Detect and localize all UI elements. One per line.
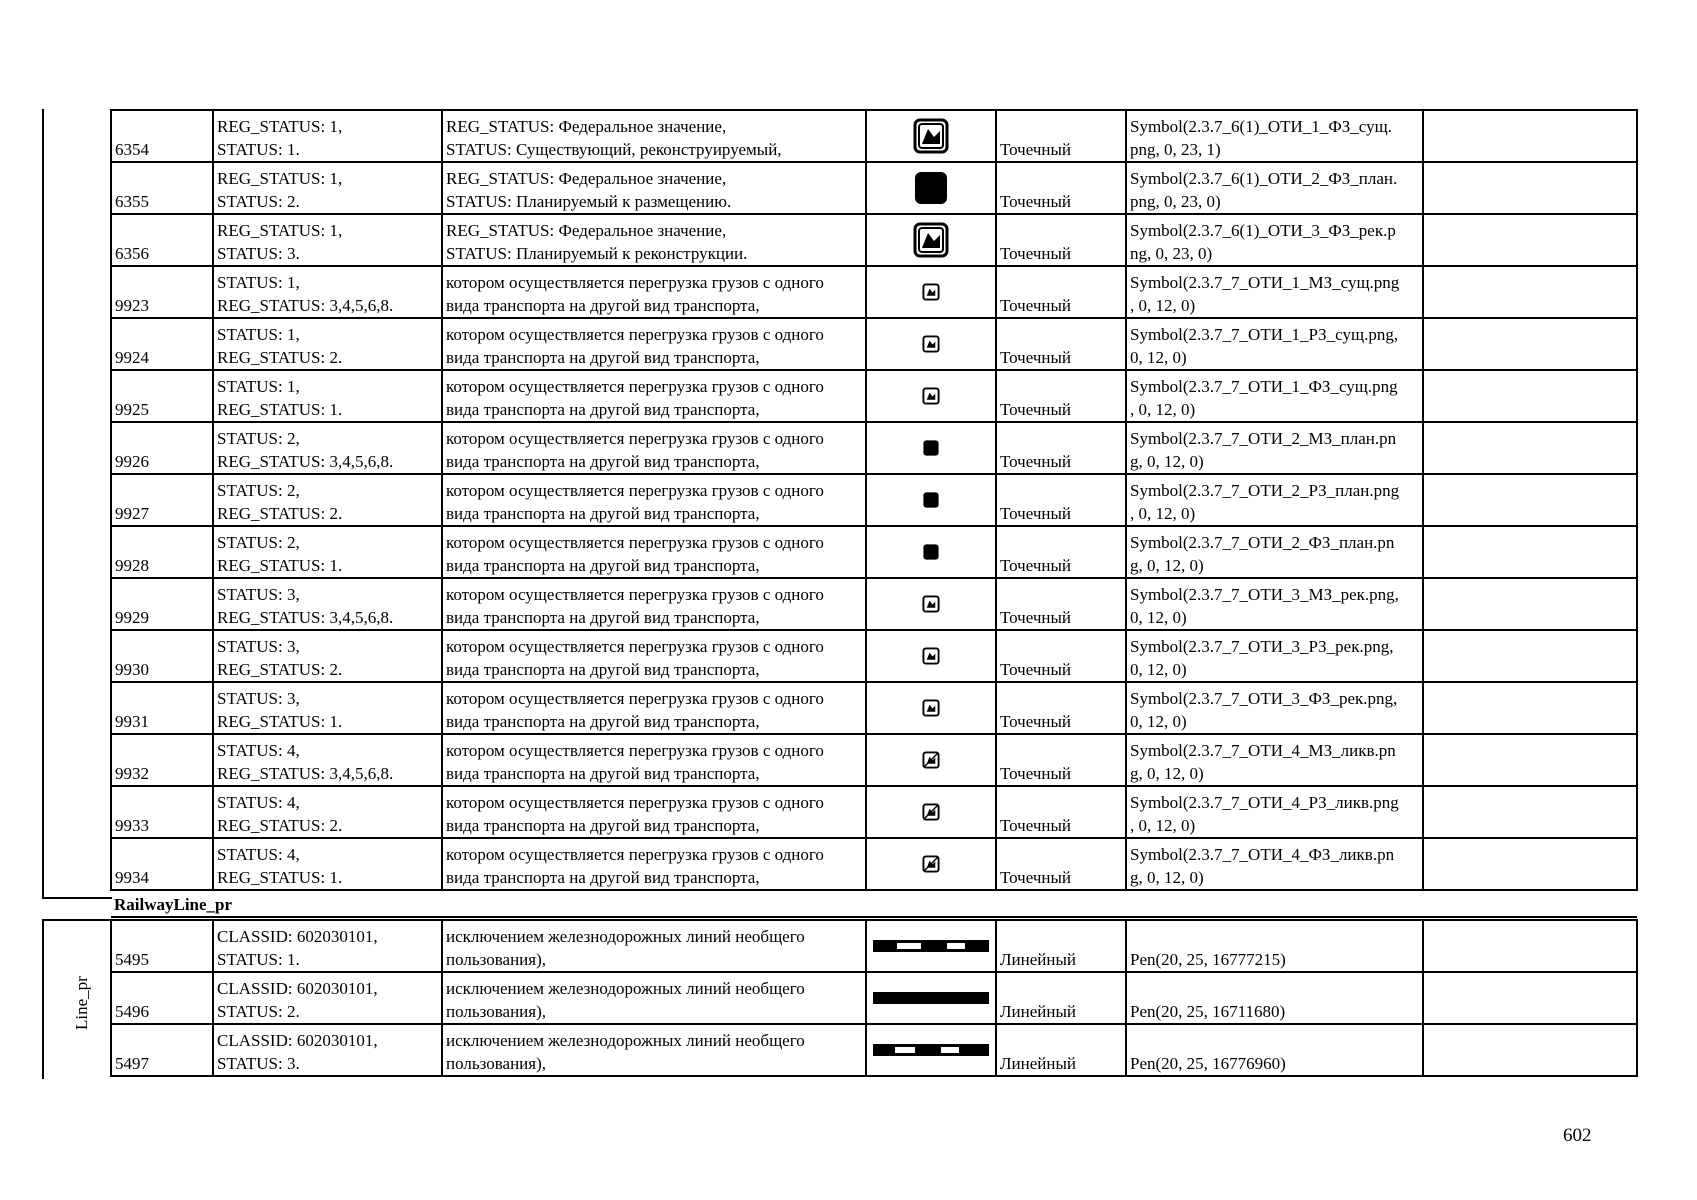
table-row <box>111 682 1637 734</box>
empty-cell <box>1423 682 1637 734</box>
section-header: RailwayLine_pr <box>111 890 1637 917</box>
geometry-type-cell: Точечный <box>996 526 1126 578</box>
attributes-cell: STATUS: 2, REG_STATUS: 3,4,5,6,8. <box>213 422 442 474</box>
description-cell: котором осуществляется перегрузка грузов с одного вида транспорта на другой вид транспорта, <box>442 318 866 370</box>
table-row <box>111 1024 1637 1076</box>
code-cell: 6355 <box>111 162 213 214</box>
geometry-type-cell: Линейный <box>996 972 1126 1024</box>
code-cell: 9928 <box>111 526 213 578</box>
description-cell: исключением железнодорожных линий необщего пользования), <box>442 1024 866 1076</box>
description-cell: котором осуществляется перегрузка грузов с одного вида транспорта на другой вид транспорта, <box>442 474 866 526</box>
table-row <box>111 266 1637 318</box>
empty-cell <box>1423 972 1637 1024</box>
geometry-type-cell: Линейный <box>996 920 1126 972</box>
oti-small-planned-icon <box>867 543 995 561</box>
oti-small-liquidation-icon <box>867 855 995 873</box>
style-cell: Symbol(2.3.7_7_ОТИ_3_МЗ_рек.png, 0, 12, 0) <box>1126 578 1423 630</box>
oti-small-existing-icon <box>867 283 995 301</box>
table-row <box>111 318 1637 370</box>
attributes-cell: STATUS: 3, REG_STATUS: 3,4,5,6,8. <box>213 578 442 630</box>
symbol-cell <box>866 1024 996 1076</box>
side-label: Line_pr <box>72 976 91 1030</box>
style-cell: Pen(20, 25, 16777215) <box>1126 920 1423 972</box>
code-cell: 9925 <box>111 370 213 422</box>
code-cell: 5497 <box>111 1024 213 1076</box>
symbol-cell <box>866 786 996 838</box>
oti-federal-planned-icon <box>867 169 995 207</box>
symbol-cell <box>866 370 996 422</box>
page-number: 602 <box>1563 1125 1592 1146</box>
code-cell: 6356 <box>111 214 213 266</box>
code-cell: 9933 <box>111 786 213 838</box>
description-cell: REG_STATUS: Федеральное значение, STATUS: Существующий, реконструируемый, <box>442 110 866 162</box>
empty-cell <box>1423 526 1637 578</box>
description-cell: котором осуществляется перегрузка грузов с одного вида транспорта на другой вид транспорта, <box>442 682 866 734</box>
empty-cell <box>1423 162 1637 214</box>
oti-small-reconstruction-icon <box>867 699 995 717</box>
empty-cell <box>1423 920 1637 972</box>
style-cell: Symbol(2.3.7_7_ОТИ_2_РЗ_план.png , 0, 12, 0) <box>1126 474 1423 526</box>
table-row <box>111 734 1637 786</box>
empty-cell <box>1423 630 1637 682</box>
table-row <box>111 370 1637 422</box>
attributes-cell: STATUS: 3, REG_STATUS: 1. <box>213 682 442 734</box>
style-cell: Symbol(2.3.7_7_ОТИ_2_МЗ_план.pn g, 0, 12, 0) <box>1126 422 1423 474</box>
symbol-cell <box>866 920 996 972</box>
code-cell: 9929 <box>111 578 213 630</box>
empty-cell <box>1423 110 1637 162</box>
description-cell: REG_STATUS: Федеральное значение, STATUS: Планируемый к реконструкции. <box>442 214 866 266</box>
attributes-cell: CLASSID: 602030101, STATUS: 1. <box>213 920 442 972</box>
geometry-type-cell: Точечный <box>996 266 1126 318</box>
left-border-lower-tick <box>42 919 112 921</box>
geometry-type-cell: Линейный <box>996 1024 1126 1076</box>
description-cell: исключением железнодорожных линий необщего пользования), <box>442 920 866 972</box>
geometry-type-cell: Точечный <box>996 370 1126 422</box>
style-cell: Symbol(2.3.7_7_ОТИ_3_РЗ_рек.png, 0, 12, 0) <box>1126 630 1423 682</box>
empty-cell <box>1423 838 1637 890</box>
attributes-cell: REG_STATUS: 1, STATUS: 1. <box>213 110 442 162</box>
railway-reconstruction-line-icon <box>867 1042 995 1058</box>
symbol-cell <box>866 630 996 682</box>
style-cell: Symbol(2.3.7_6(1)_ОТИ_3_ФЗ_рек.p ng, 0, 23, 0) <box>1126 214 1423 266</box>
oti-federal-existing-icon <box>867 117 995 155</box>
geometry-type-cell: Точечный <box>996 318 1126 370</box>
code-cell: 9923 <box>111 266 213 318</box>
symbol-cell <box>866 162 996 214</box>
style-cell: Pen(20, 25, 16711680) <box>1126 972 1423 1024</box>
empty-cell <box>1423 786 1637 838</box>
description-cell: котором осуществляется перегрузка грузов с одного вида транспорта на другой вид транспорта, <box>442 838 866 890</box>
oti-small-existing-icon <box>867 335 995 353</box>
description-cell: котором осуществляется перегрузка грузов с одного вида транспорта на другой вид транспорта, <box>442 422 866 474</box>
code-cell: 6354 <box>111 110 213 162</box>
railway-planned-line-icon <box>867 990 995 1006</box>
description-cell: исключением железнодорожных линий необщего пользования), <box>442 972 866 1024</box>
empty-cell <box>1423 370 1637 422</box>
style-cell: Symbol(2.3.7_6(1)_ОТИ_1_ФЗ_сущ. png, 0, 23, 1) <box>1126 110 1423 162</box>
symbol-cell <box>866 318 996 370</box>
empty-cell <box>1423 734 1637 786</box>
empty-cell <box>1423 578 1637 630</box>
geometry-type-cell: Точечный <box>996 214 1126 266</box>
symbol-cell <box>866 422 996 474</box>
empty-cell <box>1423 318 1637 370</box>
attributes-cell: REG_STATUS: 1, STATUS: 2. <box>213 162 442 214</box>
style-cell: Symbol(2.3.7_7_ОТИ_1_РЗ_сущ.png, 0, 12, 0) <box>1126 318 1423 370</box>
code-cell: 9934 <box>111 838 213 890</box>
symbol-cell <box>866 266 996 318</box>
oti-small-planned-icon <box>867 491 995 509</box>
geometry-type-cell: Точечный <box>996 110 1126 162</box>
table-row <box>111 474 1637 526</box>
table-row <box>111 578 1637 630</box>
oti-small-liquidation-icon <box>867 803 995 821</box>
oti-federal-reconstruction-icon <box>867 221 995 259</box>
attributes-cell: STATUS: 4, REG_STATUS: 1. <box>213 838 442 890</box>
left-border-bottom-tick <box>42 897 112 899</box>
left-border-bottom <box>42 919 44 1079</box>
section-header-row <box>111 890 1637 917</box>
geometry-type-cell: Точечный <box>996 682 1126 734</box>
style-cell: Symbol(2.3.7_6(1)_ОТИ_2_ФЗ_план. png, 0, 23, 0) <box>1126 162 1423 214</box>
attributes-cell: STATUS: 4, REG_STATUS: 2. <box>213 786 442 838</box>
geometry-type-cell: Точечный <box>996 838 1126 890</box>
code-cell: 9932 <box>111 734 213 786</box>
attributes-cell: STATUS: 1, REG_STATUS: 1. <box>213 370 442 422</box>
legend-table-top <box>110 109 1638 918</box>
symbol-cell <box>866 972 996 1024</box>
style-cell: Pen(20, 25, 16776960) <box>1126 1024 1423 1076</box>
symbol-cell <box>866 214 996 266</box>
description-cell: REG_STATUS: Федеральное значение, STATUS: Планируемый к размещению. <box>442 162 866 214</box>
oti-small-planned-icon <box>867 439 995 457</box>
style-cell: Symbol(2.3.7_7_ОТИ_2_ФЗ_план.pn g, 0, 12, 0) <box>1126 526 1423 578</box>
description-cell: котором осуществляется перегрузка грузов с одного вида транспорта на другой вид транспорта, <box>442 786 866 838</box>
geometry-type-cell: Точечный <box>996 630 1126 682</box>
table-row <box>111 162 1637 214</box>
symbol-cell <box>866 734 996 786</box>
geometry-type-cell: Точечный <box>996 422 1126 474</box>
table-row <box>111 786 1637 838</box>
table-row <box>111 526 1637 578</box>
oti-small-liquidation-icon <box>867 751 995 769</box>
style-cell: Symbol(2.3.7_7_ОТИ_1_МЗ_сущ.png , 0, 12, 0) <box>1126 266 1423 318</box>
description-cell: котором осуществляется перегрузка грузов с одного вида транспорта на другой вид транспорта, <box>442 370 866 422</box>
table-row <box>111 838 1637 890</box>
attributes-cell: STATUS: 2, REG_STATUS: 2. <box>213 474 442 526</box>
symbol-cell <box>866 838 996 890</box>
attributes-cell: STATUS: 2, REG_STATUS: 1. <box>213 526 442 578</box>
symbol-cell <box>866 526 996 578</box>
style-cell: Symbol(2.3.7_7_ОТИ_4_МЗ_ликв.pn g, 0, 12, 0) <box>1126 734 1423 786</box>
attributes-cell: STATUS: 3, REG_STATUS: 2. <box>213 630 442 682</box>
geometry-type-cell: Точечный <box>996 162 1126 214</box>
geometry-type-cell: Точечный <box>996 474 1126 526</box>
attributes-cell: STATUS: 1, REG_STATUS: 2. <box>213 318 442 370</box>
left-border-top <box>42 109 44 899</box>
style-cell: Symbol(2.3.7_7_ОТИ_3_ФЗ_рек.png, 0, 12, 0) <box>1126 682 1423 734</box>
attributes-cell: CLASSID: 602030101, STATUS: 2. <box>213 972 442 1024</box>
code-cell: 9926 <box>111 422 213 474</box>
empty-cell <box>1423 214 1637 266</box>
oti-small-existing-icon <box>867 387 995 405</box>
description-cell: котором осуществляется перегрузка грузов с одного вида транспорта на другой вид транспорта, <box>442 526 866 578</box>
symbol-cell <box>866 682 996 734</box>
empty-cell <box>1423 1024 1637 1076</box>
code-cell: 9924 <box>111 318 213 370</box>
empty-cell <box>1423 474 1637 526</box>
description-cell: котором осуществляется перегрузка грузов с одного вида транспорта на другой вид транспорта, <box>442 734 866 786</box>
symbol-cell <box>866 110 996 162</box>
table-row <box>111 214 1637 266</box>
attributes-cell: REG_STATUS: 1, STATUS: 3. <box>213 214 442 266</box>
empty-cell <box>1423 266 1637 318</box>
style-cell: Symbol(2.3.7_7_ОТИ_1_ФЗ_сущ.png , 0, 12, 0) <box>1126 370 1423 422</box>
attributes-cell: STATUS: 1, REG_STATUS: 3,4,5,6,8. <box>213 266 442 318</box>
code-cell: 5495 <box>111 920 213 972</box>
geometry-type-cell: Точечный <box>996 578 1126 630</box>
table-row <box>111 422 1637 474</box>
symbol-cell <box>866 474 996 526</box>
description-cell: котором осуществляется перегрузка грузов с одного вида транспорта на другой вид транспорта, <box>442 630 866 682</box>
table-row <box>111 630 1637 682</box>
attributes-cell: CLASSID: 602030101, STATUS: 3. <box>213 1024 442 1076</box>
description-cell: котором осуществляется перегрузка грузов с одного вида транспорта на другой вид транспорта, <box>442 578 866 630</box>
empty-cell <box>1423 422 1637 474</box>
oti-small-reconstruction-icon <box>867 647 995 665</box>
geometry-type-cell: Точечный <box>996 786 1126 838</box>
railway-existing-line-icon <box>867 938 995 954</box>
style-cell: Symbol(2.3.7_7_ОТИ_4_РЗ_ликв.png , 0, 12, 0) <box>1126 786 1423 838</box>
table-row <box>111 110 1637 162</box>
style-cell: Symbol(2.3.7_7_ОТИ_4_ФЗ_ликв.pn g, 0, 12, 0) <box>1126 838 1423 890</box>
code-cell: 9930 <box>111 630 213 682</box>
table-row <box>111 972 1637 1024</box>
code-cell: 9927 <box>111 474 213 526</box>
geometry-type-cell: Точечный <box>996 734 1126 786</box>
code-cell: 5496 <box>111 972 213 1024</box>
attributes-cell: STATUS: 4, REG_STATUS: 3,4,5,6,8. <box>213 734 442 786</box>
legend-table-bottom <box>110 919 1638 1077</box>
description-cell: котором осуществляется перегрузка грузов с одного вида транспорта на другой вид транспорта, <box>442 266 866 318</box>
oti-small-reconstruction-icon <box>867 595 995 613</box>
symbol-cell <box>866 578 996 630</box>
table-row <box>111 920 1637 972</box>
code-cell: 9931 <box>111 682 213 734</box>
